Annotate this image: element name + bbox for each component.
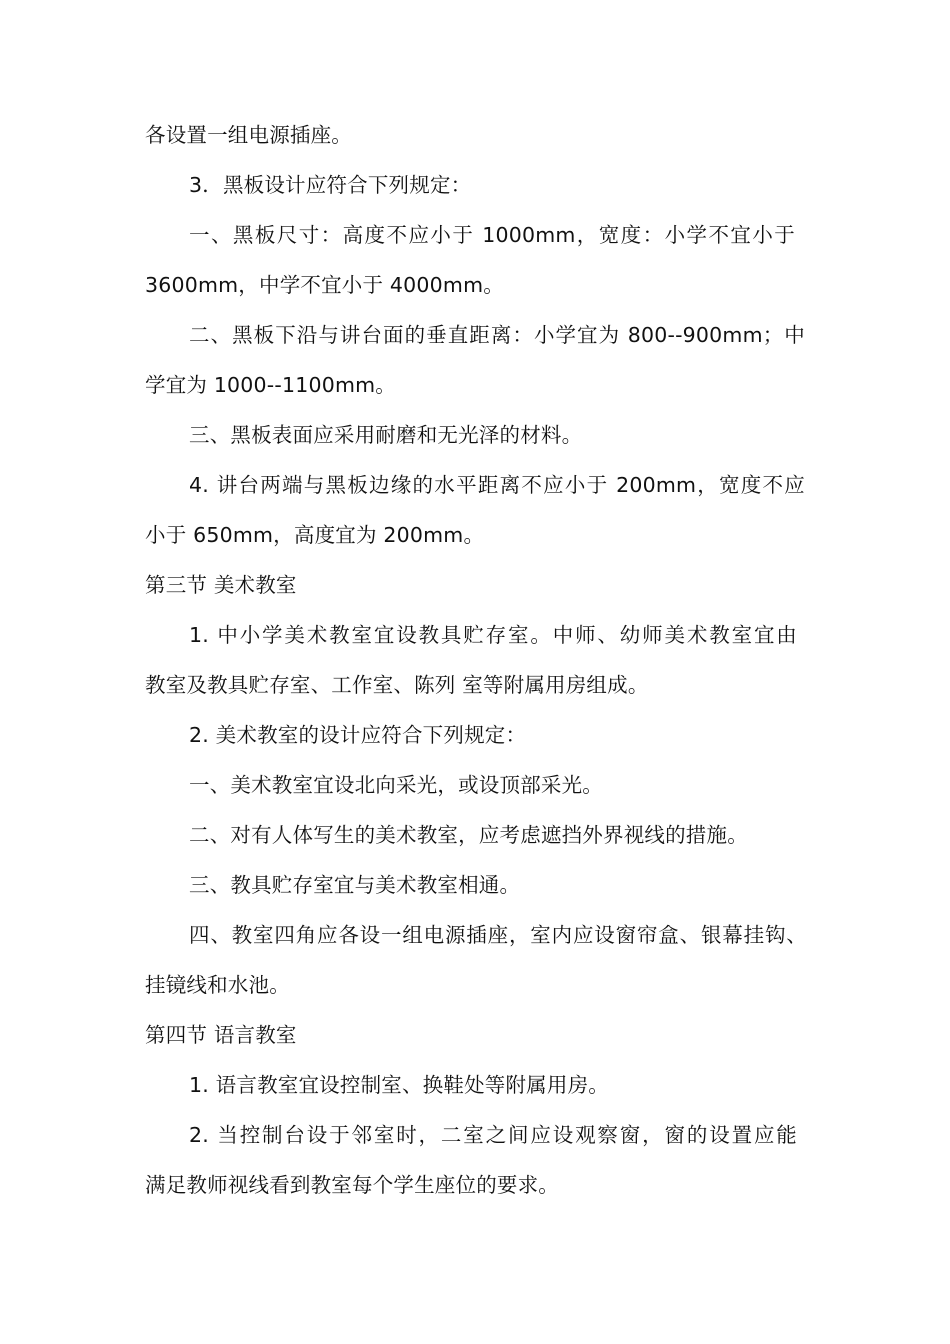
text-line: 教室及教具贮存室、工作室、陈列 室等附属用房组成。 xyxy=(145,673,649,697)
section-heading: 第三节 美术教室 xyxy=(145,573,297,597)
text-line: 四、教室四角应各设一组电源插座，室内应设窗帘盒、银幕挂钩、 xyxy=(189,923,807,947)
text-line: 1. 语言教室宜设控制室、换鞋处等附属用房。 xyxy=(189,1073,609,1097)
text-line: 各设置一组电源插座。 xyxy=(145,123,352,147)
text-line: 一、美术教室宜设北向采光，或设顶部采光。 xyxy=(189,773,603,797)
text-line: 3．黑板设计应符合下列规定： xyxy=(189,173,472,197)
text-line: 挂镜线和水池。 xyxy=(145,973,290,997)
text-line: 3600mm，中学不宜小于 4000mm。 xyxy=(145,273,504,297)
text-line: 三、黑板表面应采用耐磨和无光泽的材料。 xyxy=(189,423,583,447)
text-line: 4. 讲台两端与黑板边缘的水平距离不应小于 200mm，宽度不应 xyxy=(189,473,805,497)
text-line: 二、对有人体写生的美术教室，应考虑遮挡外界视线的措施。 xyxy=(189,823,748,847)
text-line: 三、教具贮存室宜与美术教室相通。 xyxy=(189,873,521,897)
text-line: 满足教师视线看到教室每个学生座位的要求。 xyxy=(145,1173,559,1197)
text-line: 2. 美术教室的设计应符合下列规定： xyxy=(189,723,527,747)
text-line: 1. 中小学美术教室宜设教具贮存室。中师、幼师美术教室宜由 xyxy=(189,623,797,647)
text-line: 小于 650mm，高度宜为 200mm。 xyxy=(145,523,485,547)
text-line: 二、黑板下沿与讲台面的垂直距离：小学宜为 800--900mm；中 xyxy=(189,323,805,347)
text-line: 学宜为 1000--1100mm。 xyxy=(145,373,396,397)
section-heading: 第四节 语言教室 xyxy=(145,1023,297,1047)
text-line: 一、黑板尺寸：高度不应小于 1000mm，宽度：小学不宜小于 xyxy=(189,223,795,247)
text-line: 2. 当控制台设于邻室时，二室之间应设观察窗，窗的设置应能 xyxy=(189,1123,797,1147)
